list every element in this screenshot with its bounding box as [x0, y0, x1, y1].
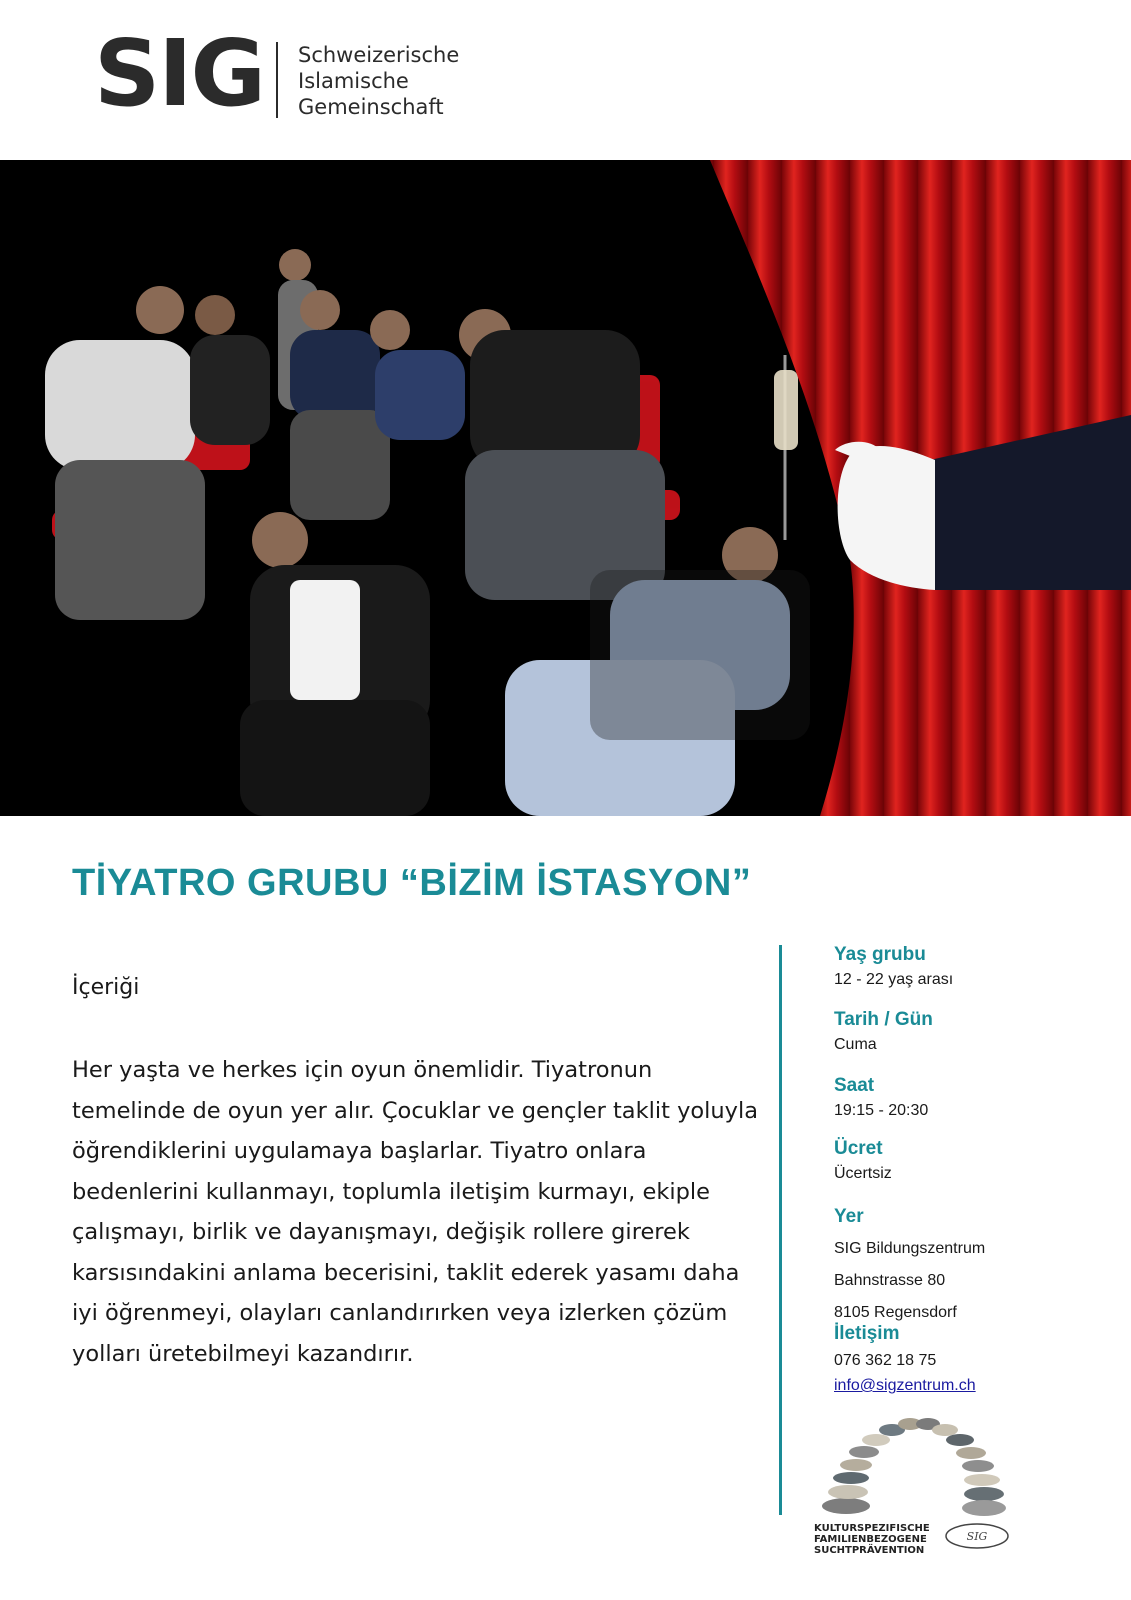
sig-logo-text [298, 42, 459, 120]
info-value: SIG Bildungszentrum [834, 1240, 986, 1257]
info-value: Cuma [834, 1036, 877, 1053]
info-value: Ücertsiz [834, 1165, 892, 1182]
stone-arch-logo [818, 1410, 1008, 1520]
prevention-line: FAMILIENBEZOGENE [814, 1534, 927, 1545]
info-date [834, 1008, 1124, 1057]
sig-oval-badge [944, 1521, 1010, 1551]
info-value: Bahnstrasse 80 [834, 1272, 946, 1289]
contact-email-link[interactable]: info@sigzentrum.ch [834, 1377, 976, 1394]
content-body: Her yaşta ve herkes için oyun önemlidir. Tiyatronun temelinde de oyun yer alır. Çocuklar ve gençler taklit yoluyla öğrendiklerini uygulamaya başlarlar. Tiyatro onlara bedenlerini kullanmayı, toplumla iletişim kurmayı, ekiple çalışmayı, birlik ve dayanışmayı, değişik rollere girerek karsısındakini anlama becerisini, taklit ederek yasamı daha iyi öğrenmeyi, olayları canlandırırken veya izlerken çözüm yolları üretebilmeyi kazandırır. [72, 1057, 759, 1367]
badge-text: SIG [966, 1530, 988, 1543]
info-label: İletişim [834, 1323, 900, 1344]
info-value: 8105 Regensdorf [834, 1304, 957, 1321]
logo-line: Islamische [298, 69, 409, 93]
info-label: Tarih / Gün [834, 1009, 933, 1030]
theatre-hero-photo [0, 160, 1131, 816]
info-value: 12 - 22 yaş arası [834, 971, 954, 988]
info-label: Yaş grubu [834, 944, 926, 965]
info-age [834, 943, 1124, 992]
contact-phone: 076 362 18 75 [834, 1352, 937, 1369]
info-contact [834, 1322, 1124, 1398]
info-label: Saat [834, 1075, 875, 1096]
info-fee [834, 1137, 1124, 1186]
prevention-line: KULTURSPEZIFISCHE [814, 1523, 930, 1534]
logo-divider [276, 42, 278, 118]
info-label: Ücret [834, 1138, 883, 1159]
content-heading: İçeriği [72, 975, 140, 1000]
page-title: TİYATRO GRUBU “BİZİM İSTASYON” [72, 862, 752, 904]
prevention-line: SUCHTPRÄVENTION [814, 1545, 925, 1556]
prevention-logo-text [814, 1523, 930, 1556]
info-time [834, 1074, 1124, 1123]
logo-line: Gemeinschaft [298, 95, 444, 119]
info-label: Yer [834, 1206, 864, 1227]
info-value: 19:15 - 20:30 [834, 1102, 929, 1119]
logo-line: Schweizerische [298, 43, 460, 67]
info-place [834, 1205, 1124, 1329]
sidebar-divider [779, 945, 782, 1515]
theatre-scene-illustration [0, 160, 1131, 816]
header [0, 0, 1131, 160]
sig-logo-mark: SIG [94, 20, 265, 127]
